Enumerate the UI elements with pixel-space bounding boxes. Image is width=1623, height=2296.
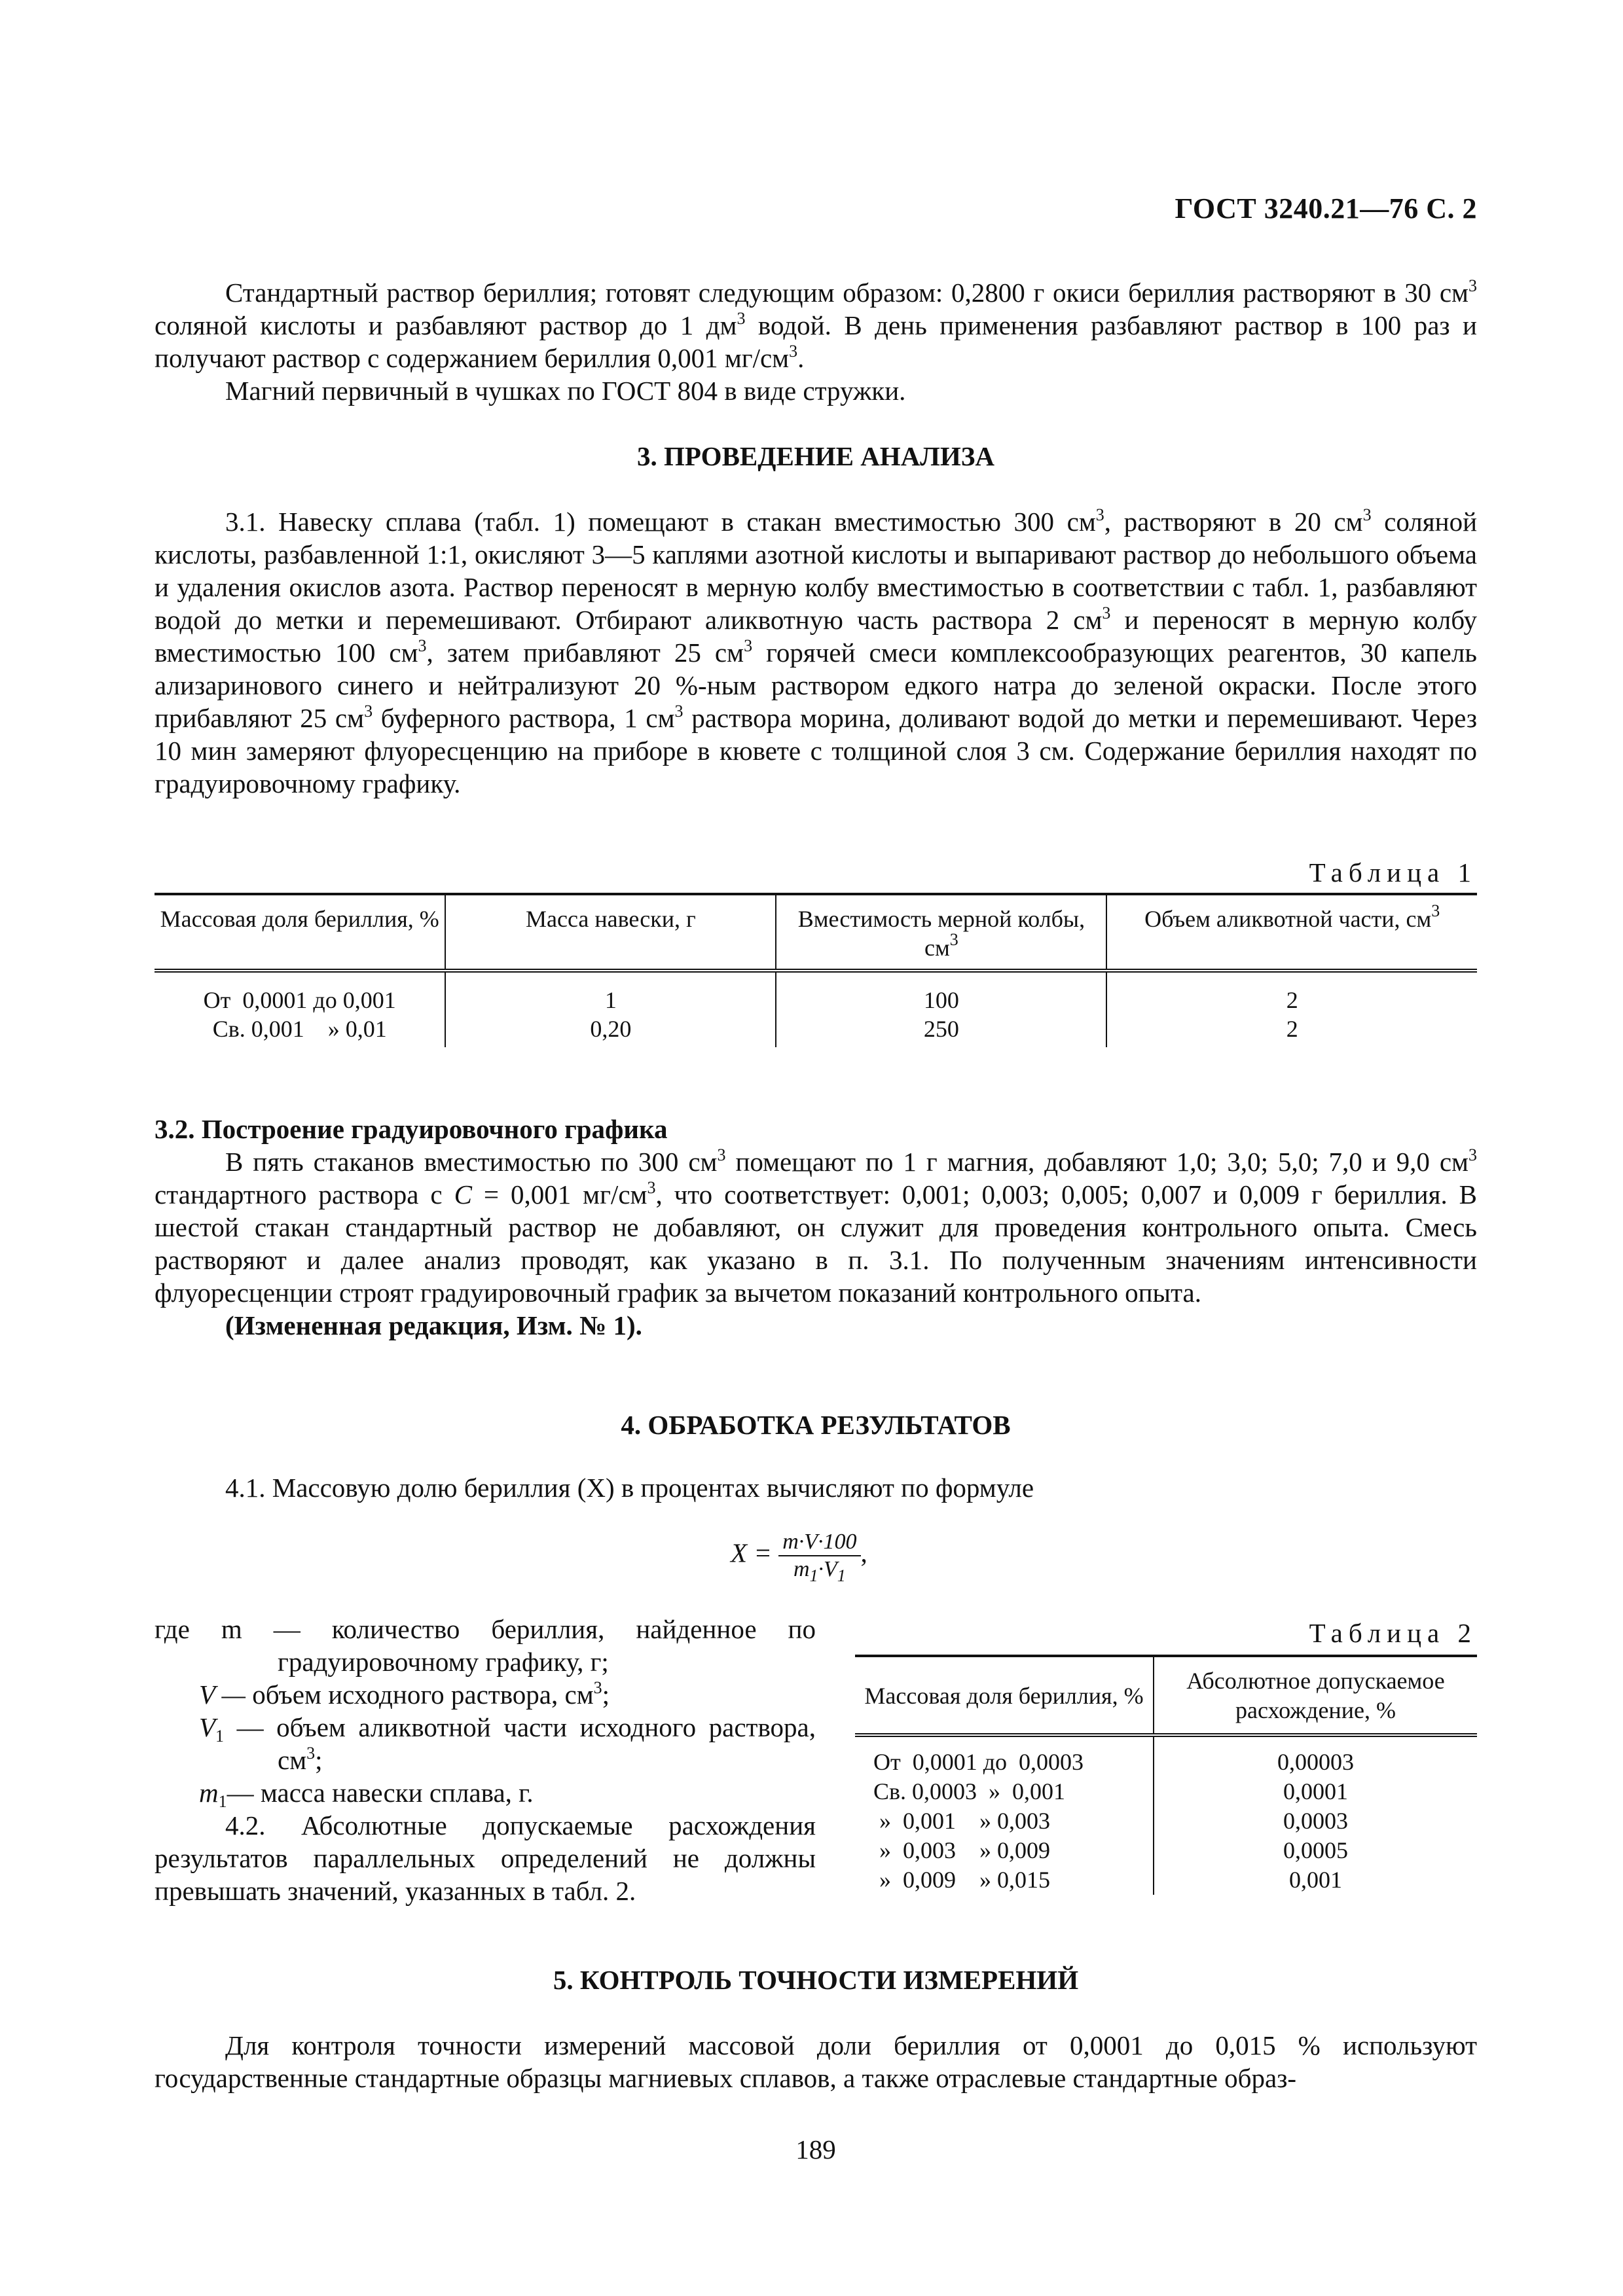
intro-paragraph-standard-solution: Стандартный раствор бериллия; готовят следующим образом: 0,2800 г окиси бериллия растворяют в 30 $см^3$ соляной кислоты и разбавляют раствор до 1 $дм^3$ водой. В день применения разбавляют раствор в 100 раз и получают раствор с содержанием бериллия 0,001 $мг/см^3$. xyxy=(155,276,1477,373)
formula xyxy=(731,1529,867,1583)
table-row xyxy=(855,1806,1477,1836)
section-3-2-title: 3.2. Построение градуировочного графика xyxy=(155,1114,668,1144)
table-cell: От 0,0001 до 0,001 xyxy=(155,971,445,1014)
table-cell: 2 xyxy=(1286,1016,1298,1042)
formula-numerator: m·V·100 xyxy=(778,1529,860,1556)
table-cell: 0,00003 xyxy=(1277,1749,1354,1775)
table-row xyxy=(855,1777,1477,1806)
table-cell: 1 xyxy=(445,971,776,1014)
section-5-title: 5. КОНТРОЛЬ ТОЧНОСТИ ИЗМЕРЕНИЙ xyxy=(553,1965,1079,1995)
page-number: 189 xyxy=(795,2134,836,2164)
table-header-cell: Масса навески, г xyxy=(445,894,776,971)
table-header-row xyxy=(855,1656,1477,1735)
table-header-cell: Массовая доля бериллия, % xyxy=(155,894,445,971)
table-header-cell: Абсолютное допускаемое расхождение, % xyxy=(1186,1668,1445,1723)
table-1-label: Таблица 1 xyxy=(1309,857,1477,888)
section-3-1 xyxy=(155,505,1477,800)
table-cell: 250 xyxy=(776,1014,1106,1047)
paragraph-4-1 xyxy=(155,1471,1477,1504)
table-header-cell: Вместимость мерной колбы, $см^3$ xyxy=(776,894,1106,971)
intro-paragraph-magnesium: Магний первичный в чушках по ГОСТ 804 в виде стружки. xyxy=(225,376,906,406)
table-row xyxy=(155,971,1477,1014)
formula-tail: , xyxy=(860,1537,867,1568)
paragraph-4-2: 4.2. Абсолютные допускаемые расхождения результатов параллельных определений не должны превышать значений, указанных в табл. 2. xyxy=(155,1810,816,1906)
legend-item-m1: $m_1—$ масса навески сплава, г. xyxy=(199,1778,534,1811)
table-header-row xyxy=(155,894,1477,971)
section-4-title: 4. ОБРАБОТКА РЕЗУЛЬТАТОВ xyxy=(621,1410,1011,1440)
table-cell: » 0,009 » 0,015 xyxy=(855,1865,1154,1895)
document-header: ГОСТ 3240.21—76 С. 2 xyxy=(1175,192,1477,224)
section-3-title: 3. ПРОВЕДЕНИЕ АНАЛИЗА xyxy=(636,441,994,471)
formula-legend xyxy=(155,1613,816,1907)
table-cell: 0,0005 xyxy=(1283,1837,1348,1863)
table-cell: 0,0001 xyxy=(1283,1778,1348,1804)
paragraph-3-1: 3.1. Навеску сплава (табл. 1) помещают в стакан вместимостью 300 $см^3$, растворяют в 20 $см^3$ соляной кислоты, разбавленной 1:1, окисляют 3—5 каплями азотной кислоты и выпаривают раствор до небольшого объема и удаления окислов азота. Раствор переносят в мерную колбу вместимостью в соответствии с табл. 1, разбавляют водой до метки и перемешивают. Отбирают аликвотную часть раствора 2 $см^3$ и переносят в мерную колбу вместимостью 100 $см^3$, затем прибавляют 25 $см^3$ горячей смеси комплексообразующих реагентов, 30 капель ализаринового синего и нейтрализуют 20 %-ным раствором едкого натра до зеленой окраски. После этого прибавляют 25 $см^3$ буферного раствора, 1 $см^3$ раствора морина, доливают водой до метки и перемешивают. Через 10 мин замеряют флуоресценцию на приборе в кювете с толщиной слоя 3 см. Содержание бериллия находят по градуировочному графику. xyxy=(155,505,1478,798)
section-3-2 xyxy=(155,1113,1477,1342)
table-cell: Св. 0,0003 » 0,001 xyxy=(855,1777,1154,1806)
table-row xyxy=(855,1735,1477,1777)
table-row xyxy=(855,1865,1477,1895)
section-5 xyxy=(155,2029,1477,2094)
table-1 xyxy=(155,893,1477,1047)
table-row xyxy=(855,1836,1477,1865)
table-2-label: Таблица 2 xyxy=(1309,1618,1477,1648)
intro-section xyxy=(155,276,1477,407)
table-cell: 0,20 xyxy=(445,1014,776,1047)
table-cell: » 0,001 » 0,003 xyxy=(855,1806,1154,1836)
formula-fraction xyxy=(778,1529,860,1583)
legend-item-v1: $V_1$ — объем аликвотной части исходного раствора, $см^3$; xyxy=(199,1712,816,1775)
edition-note: (Измененная редакция, Изм. № 1). xyxy=(225,1310,642,1340)
formula-denominator: $m_1\cdot V_1$ xyxy=(793,1557,846,1585)
formula-lhs: X = xyxy=(731,1537,772,1568)
table-cell: От 0,0001 до 0,0003 xyxy=(855,1735,1154,1777)
table-cell: 100 xyxy=(776,971,1106,1014)
table-header-cell: Массовая доля бериллия, % xyxy=(855,1656,1154,1735)
table-2 xyxy=(855,1655,1477,1895)
table-header-cell: Объем аликвотной части, $см^3$ xyxy=(1144,901,1440,932)
table-cell: 0,0003 xyxy=(1283,1808,1348,1834)
table-row xyxy=(155,1014,1477,1047)
paragraph-5: Для контроля точности измерений массовой доли бериллия от 0,0001 до 0,015 % используют государственные стандартные образцы магниевых сплавов, а также отраслевые стандартные образ- xyxy=(155,2030,1477,2093)
paragraph-4-1-text: 4.1. Массовую долю бериллия (X) в процентах вычисляют по формуле xyxy=(225,1473,1034,1503)
table-cell: 2 xyxy=(1286,987,1298,1013)
paragraph-3-2: В пять стаканов вместимостью по 300 $см^3$ помещают по 1 г магния, добавляют 1,0; 3,0; 5,0; 7,0 и 9,0 $см^3$ стандартного раствора с C = 0,001 $мг/см^3$, что соответствует: 0,001; 0,003; 0,005; 0,007 и 0,009 г бериллия. В шестой стакан стандартный раствор не добавляют, он служит для проведения контрольного опыта. Смесь растворяют и далее анализ проводят, как указано в п. 3.1. По полученным значениям интенсивности флуоресценции строят градуировочный график за вычетом показаний контрольного опыта. xyxy=(155,1145,1477,1308)
table-cell: » 0,003 » 0,009 xyxy=(855,1836,1154,1865)
legend-item-v: V — объем исходного раствора, $см^3$; xyxy=(199,1678,610,1710)
table-cell: 0,001 xyxy=(1289,1867,1342,1893)
legend-item-m: где m — количество бериллия, найденное по градуировочному графику, г; xyxy=(155,1614,816,1677)
table-cell: Св. 0,001 » 0,01 xyxy=(155,1014,445,1047)
